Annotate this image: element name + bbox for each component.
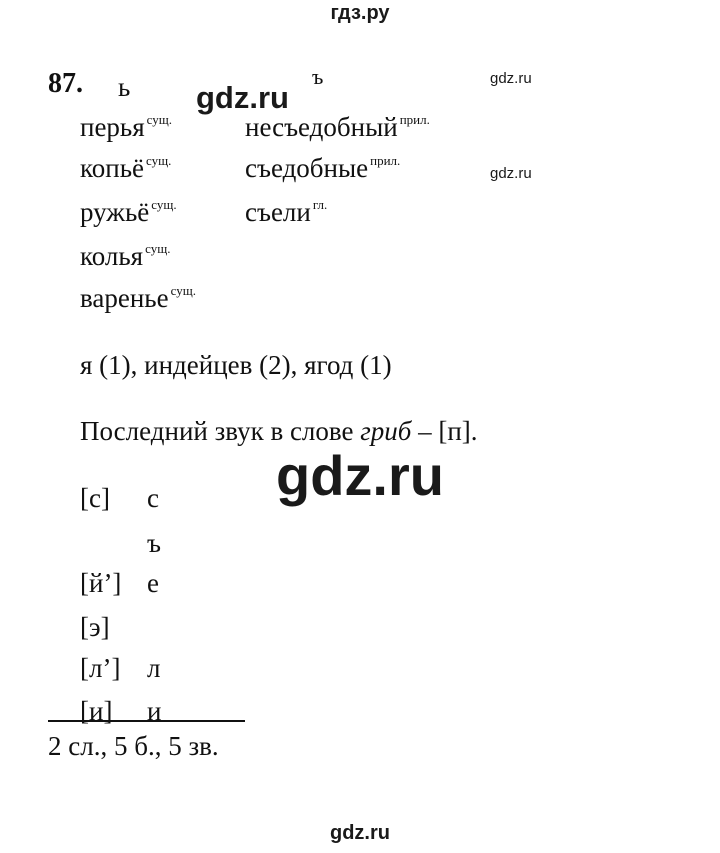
hard-word: съели $^{гл.}$	[245, 197, 328, 227]
watermark-bottom: gdz.ru	[330, 822, 390, 844]
part-of-speech: сущ.	[146, 112, 173, 127]
hard-word: съедобные $^{прил.}$	[245, 153, 401, 183]
watermark-inline: gdz.ru	[196, 80, 289, 115]
soft-word: ружьё $^{сущ.}$	[80, 197, 177, 227]
watermark-top: гдз.ру	[330, 2, 390, 24]
watermark-side-1: gdz.ru	[490, 70, 532, 87]
transcription-sound: [и]	[80, 696, 113, 726]
soft-word: варенье $^{сущ.}$	[80, 283, 196, 313]
part-of-speech: сущ.	[151, 197, 177, 212]
soft-sign-heading: ь	[118, 72, 131, 102]
example-word: гриб	[360, 416, 412, 446]
transcription-divider	[48, 720, 245, 722]
transcription-letter: ъ	[147, 528, 161, 558]
hard-sign-heading: ъ	[312, 64, 324, 89]
part-of-speech: прил.	[399, 112, 430, 127]
hard-word: несъедобный $^{прил.}$	[245, 112, 430, 142]
summary-line: 2 сл., 5 б., 5 зв.	[48, 731, 219, 761]
transcription-letter: с	[147, 483, 159, 513]
transcription-sound: [й’]	[80, 568, 122, 598]
part-of-speech: сущ.	[145, 241, 171, 256]
watermark-side-2: gdz.ru	[490, 165, 532, 182]
transcription-sound: [с]	[80, 483, 110, 513]
last-sound-sentence: Последний звук в слове гриб – [п].	[80, 416, 478, 446]
transcription-letter: л	[147, 653, 161, 683]
soft-word: копьё $^{сущ.}$	[80, 153, 172, 183]
transcription-letter: е	[147, 568, 159, 598]
exercise-number: 87.	[48, 68, 83, 99]
part-of-speech: прил.	[370, 153, 401, 168]
transcription-sound: [э]	[80, 612, 110, 642]
soft-word: перья $^{сущ.}$	[80, 112, 173, 142]
word-counts-line: я (1), индейцев (2), ягод (1)	[80, 350, 392, 380]
transcription-letter: и	[147, 696, 162, 726]
watermark-center: gdz.ru	[276, 444, 444, 507]
transcription-sound: [л’]	[80, 653, 121, 683]
part-of-speech: сущ.	[170, 283, 196, 298]
part-of-speech: гл.	[312, 197, 328, 212]
part-of-speech: сущ.	[146, 153, 172, 168]
soft-word: колья $^{сущ.}$	[80, 241, 171, 271]
